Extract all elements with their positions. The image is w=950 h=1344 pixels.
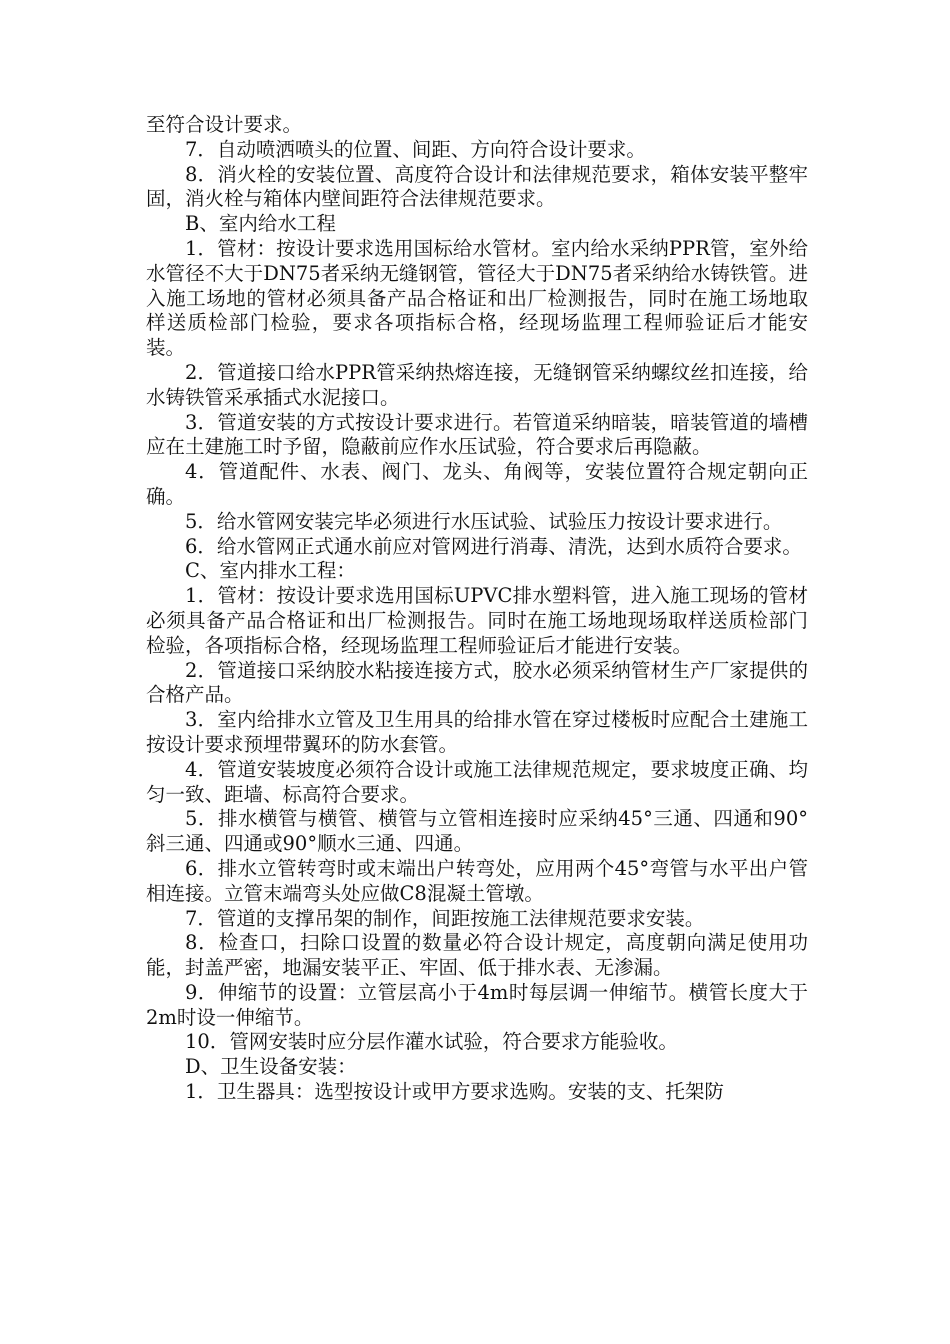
section-heading-sanitary: D、卫生设备安装： [185, 1055, 357, 1079]
paragraph-supply-pressure-test: 5．给水管网安装完毕必须进行水压试验、试验压力按设计要求进行。 [185, 509, 783, 533]
paragraph-drain-cleanout: 8．检查口，扫除口设置的数量必符合设计规定，高度朝向满足使用功能，封盖严密，地漏安装平正、牢固、低于排水表、无渗漏。 [146, 931, 808, 980]
paragraph-drain-slope: 4．管道安装坡度必须符合设计或施工法律规范规定，要求坡度正确、均匀一致、距墙、标高符合要求。 [146, 757, 808, 806]
paragraph-continued: 至符合设计要求。 [146, 113, 303, 136]
document-body [146, 113, 808, 1105]
paragraph-drain-sleeve: 3．室内给排水立管及卫生用具的给排水管在穿过楼板时应配合土建施工按设计要求预埋带翼环的防水套管。 [146, 708, 808, 756]
paragraph-supply-fittings: 4．管道配件、水表、阀门、龙头、角阀等，安装位置符合规定朝向正确。 [146, 460, 808, 508]
paragraph-fire-hydrant: 8．消火栓的安装位置、高度符合设计和法律规范要求，箱体安装平整牢固，消火栓与箱体内壁间距符合法律规范要求。 [146, 162, 808, 211]
paragraph-drain-pipe-joint: 2．管道接口采纳胶水粘接连接方式，胶水必须采纳管材生产厂家提供的合格产品。 [146, 658, 808, 707]
paragraph-drain-hanger: 7．管道的支撑吊架的制作，间距按施工法律规范要求安装。 [185, 906, 705, 930]
paragraph-drain-elbow: 6．排水立管转弯时或末端出户转弯处，应用两个45°弯管与水平出户管相连接。立管末端弯头处应做C8混凝土管墩。 [146, 856, 808, 905]
paragraph-drain-expansion: 9．伸缩节的设置：立管层高小于4m时每层调一伸缩节。横管长度大于2m时设一伸缩节。 [146, 980, 808, 1029]
paragraph-supply-pipe-install: 3．管道安装的方式按设计要求进行。若管道采纳暗装，暗装管道的墙槽应在土建施工时予留，隐蔽前应作水压试验，符合要求后再隐蔽。 [146, 410, 808, 459]
paragraph-supply-disinfection: 6．给水管网正式通水前应对管网进行消毒、清洗，达到水质符合要求。 [185, 534, 802, 558]
paragraph-supply-pipe-material: 1．管材：按设计要求选用国标给水管材。室内给水采纳PPR管，室外给水管径不大于DN75者采纳无缝钢管，管径大于DN75者采纳给水铸铁管。进入施工场地的管材必须具备产品合格证和出厂检测报告，同时在施工场地取样送质检部门检验，要求各项指标合格，经现场监理工程师验证后才能安装。 [146, 236, 808, 360]
paragraph-drain-pipe-material: 1．管材：按设计要求选用国标UPVC排水塑料管，进入施工现场的管材必须具备产品合格证和出厂检测报告。同时在施工场地现场取样送质检部门检验，各项指标合格，经现场监理工程师验证后才能进行安装。 [146, 584, 808, 657]
paragraph-fire-sprinkler: 7．自动喷洒喷头的位置、间距、方向符合设计要求。 [185, 137, 646, 161]
paragraph-supply-pipe-joint: 2．管道接口给水PPR管采纳热熔连接，无缝钢管采纳螺纹丝扣连接，给水铸铁管采承插式水泥接口。 [146, 360, 808, 409]
section-heading-drainage: C、室内排水工程： [185, 559, 356, 583]
section-heading-water-supply: B、室内给水工程 [185, 212, 336, 236]
paragraph-drain-tee: 5．排水横管与横管、横管与立管相连接时应采纳45°三通、四通和90°斜三通、四通或90°顺水三通、四通。 [146, 807, 808, 856]
paragraph-drain-water-test: 10．管网安装时应分层作灌水试验，符合要求方能验收。 [185, 1030, 678, 1054]
paragraph-sanitary-fixtures: 1．卫生器具：选型按设计或甲方要求选购。安装的支、托架防 [185, 1080, 724, 1104]
